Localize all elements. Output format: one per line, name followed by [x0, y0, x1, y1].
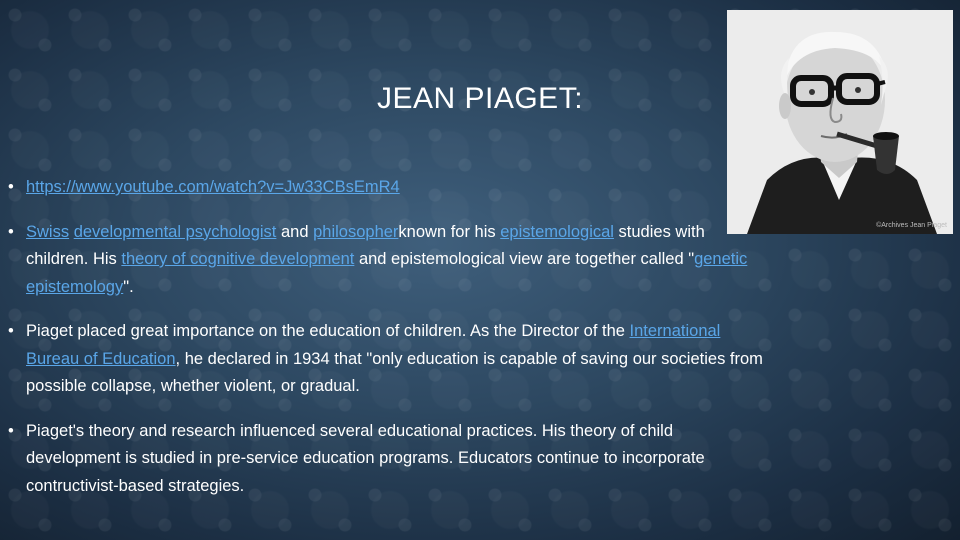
bullet-dot: • [8, 222, 14, 241]
text-education-end: , he declared in 1934 that "only education is capable of saving our societies from possible collapse, whether violent, or gradual. [26, 349, 763, 395]
link-epistemological[interactable]: epistemological [500, 222, 614, 241]
text-end-quote: ". [123, 277, 134, 296]
bullet-dot: • [8, 178, 14, 196]
slide-title: JEAN PIAGET: [376, 82, 584, 115]
link-international-bureau-of-education[interactable]: International Bureau of Education [26, 322, 721, 368]
bullet-item-youtube [8, 174, 768, 202]
text-education-start: Piaget placed great importance on the education of children. As the Director of the [26, 322, 630, 340]
link-theory-cognitive-development[interactable]: theory of cognitive development [121, 250, 355, 268]
link-genetic-epistemology[interactable]: genetic epistemology [26, 250, 748, 296]
bullet-item-bio [8, 219, 768, 302]
photo-credit: ©Archives Jean Piaget [876, 222, 947, 229]
link-developmental-psychologist[interactable]: developmental psychologist [73, 222, 277, 241]
link-philosopher[interactable]: philosopher [313, 222, 399, 241]
bullet-item-education [8, 318, 768, 401]
bullet-list [8, 174, 768, 517]
bullet-dot: • [8, 322, 14, 340]
text-influence: Piaget's theory and research influenced several educational practices. His theory of child development is studied in pre-service education programs. Educators continue to incorporate contructivist-based strategies. [26, 421, 705, 495]
youtube-link[interactable]: https://www.youtube.com/watch?v=Jw33CBsEmR4 [26, 178, 400, 196]
bullet-dot: • [8, 421, 14, 440]
text-epistemological-view: and epistemological view are together called " [354, 250, 695, 268]
text-and: and [276, 222, 314, 241]
link-swiss[interactable]: Swiss [26, 222, 70, 241]
text-studies: studies with children. His [26, 222, 705, 268]
bullet-item-influence [8, 418, 768, 501]
text-known-for: known for his [398, 222, 501, 241]
